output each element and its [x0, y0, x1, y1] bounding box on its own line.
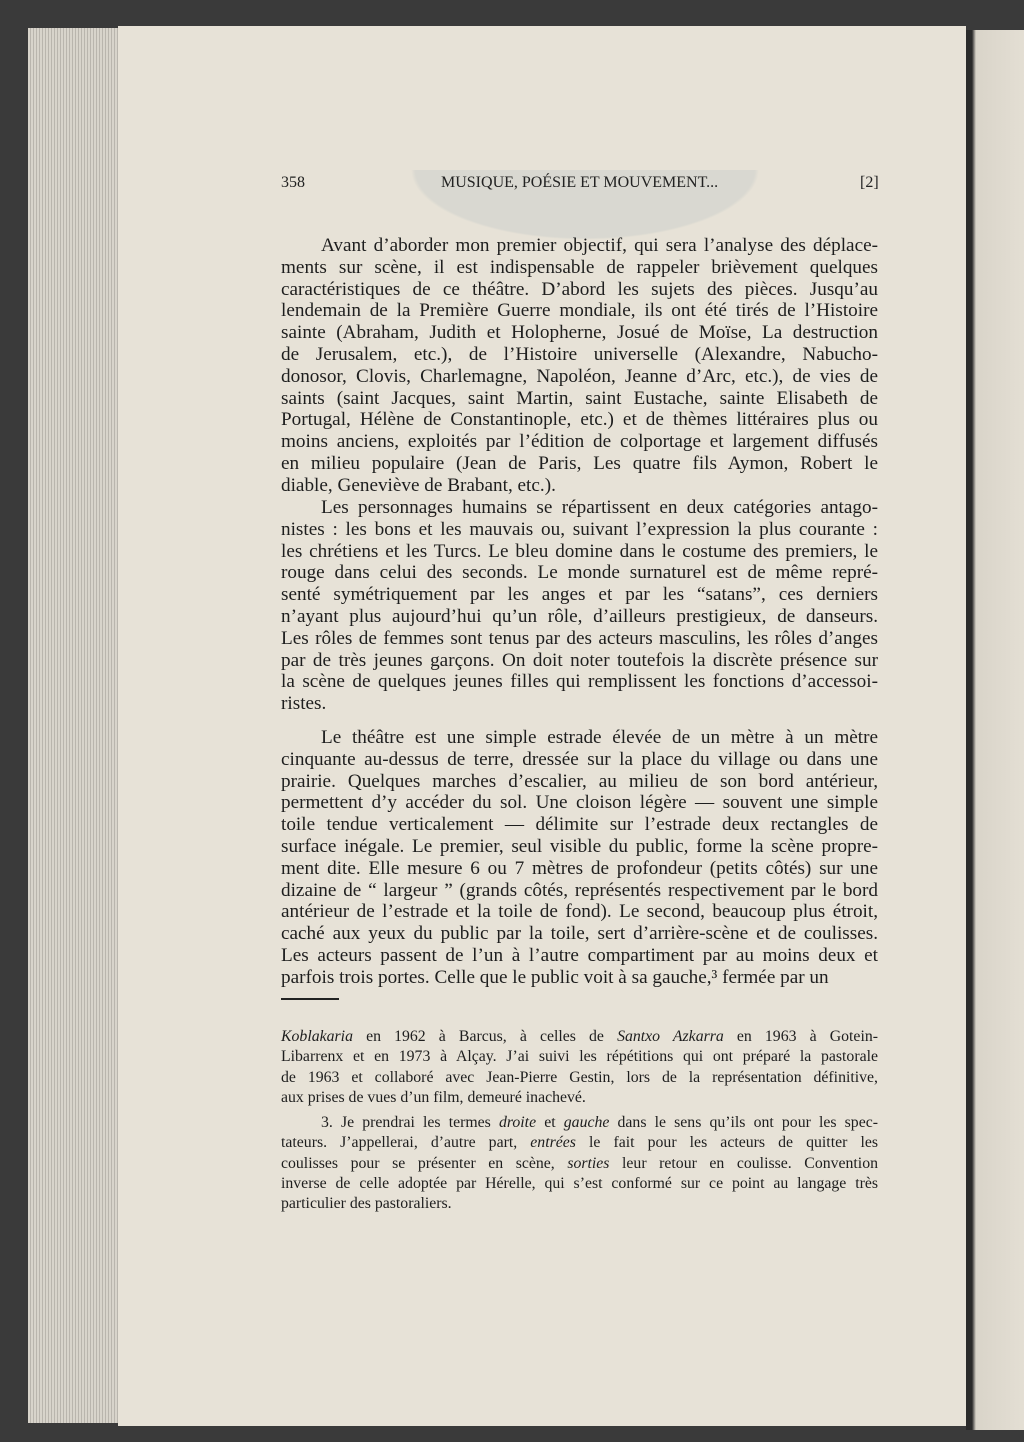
- text-line: toile tendue verticalement — délimite sur l’estrade deux rectangles de: [281, 814, 878, 836]
- text-line: saints (saint Jacques, saint Martin, saint Eustache, sainte Elisabeth de: [281, 387, 878, 409]
- text-line: la scène de quelques jeunes filles qui remplissent les fonctions d’accessoi-: [281, 671, 878, 693]
- text-line: Les acteurs passent de l’un à l’autre compartiment par au moins deux et: [281, 944, 878, 966]
- page-edges: [28, 28, 128, 1423]
- footnote-line: [281, 1174, 878, 1194]
- text-line: dizaine de “ largeur ” (grands côtés, représentés respectivement par le bord: [281, 879, 878, 901]
- text: inverse de celle adoptée par Hérelle, qui s’est conformé sur ce point au langage très: [281, 1174, 878, 1192]
- text-line: rouge dans celui des seconds. Le monde surnaturel est de même repré-: [281, 562, 878, 584]
- text-line: diable, Geneviève de Brabant, etc.).: [281, 474, 556, 496]
- text: particulier des pastoraliers.: [281, 1195, 452, 1213]
- footnote-line: [281, 1047, 878, 1067]
- text-line: Portugal, Hélène de Constantinople, etc.) et de thèmes littéraires plus ou: [281, 409, 878, 431]
- italic-text: entrées: [530, 1134, 576, 1152]
- footnote-line: [281, 1133, 878, 1153]
- text: le fait pour les acteurs de quitter les: [575, 1134, 878, 1152]
- text: en 1963 à Gotein-: [723, 1028, 878, 1045]
- footnote-line: [281, 1154, 878, 1174]
- text-line: par de très jeunes garçons. On doit noter toutefois la discrète présence sur: [281, 649, 878, 671]
- text-line: donosor, Clovis, Charlemagne, Napoléon, Jeanne d’Arc, etc.), de vies de: [281, 365, 878, 387]
- text: et: [536, 1114, 564, 1131]
- italic-text: Santxo Azkarra: [617, 1028, 724, 1045]
- text-line: Le théâtre est une simple estrade élevée de un mètre à un mètre: [321, 727, 878, 748]
- footnote-line: [281, 1194, 878, 1214]
- italic-text: sorties: [567, 1154, 610, 1172]
- text-line: Avant d’aborder mon premier objectif, qui sera l’analyse des déplace-: [321, 235, 878, 256]
- text-line: n’ayant plus aujourd’hui qu’un rôle, d’ailleurs prestigieux, de danseurs.: [281, 605, 878, 627]
- text-line: parfois trois portes. Celle que le public voit à sa gauche,³ fermée par un: [281, 966, 829, 988]
- text-line: antérieur de l’estrade et la toile de fond). Le second, beaucoup plus étroit,: [281, 901, 878, 923]
- italic-text: Koblakaria: [281, 1028, 353, 1045]
- text: en 1962 à Barcus, à celles de: [352, 1028, 618, 1045]
- running-title: MUSIQUE, POÉSIE ET MOUVEMENT...: [441, 174, 719, 191]
- facing-page-edge: [966, 30, 1024, 1430]
- text: tateurs. J’appellerai, d’autre part,: [281, 1134, 531, 1152]
- paragraph: [281, 497, 878, 715]
- text-line: moins anciens, exploités par l’édition de colportage et largement diffusés: [281, 431, 878, 453]
- text-line: caractéristiques de ce théâtre. D’abord les sujets des pièces. Jusqu’au: [281, 278, 878, 300]
- text-line: en milieu populaire (Jean de Paris, Les quatre fils Aymon, Robert le: [281, 452, 878, 474]
- footnote-rule: [281, 998, 339, 1000]
- page-number: 358: [281, 174, 305, 191]
- text-line: les chrétiens et les Turcs. Le bleu domine dans le costume des premiers, le: [281, 540, 878, 562]
- footnote-line: [281, 1088, 878, 1108]
- text: 3. Je prendrai les termes: [321, 1114, 499, 1131]
- text-line: permettent d’y accéder du sol. Une cloison légère — souvent une simple: [281, 792, 878, 814]
- text-line: prairie. Quelques marches d’escalier, au milieu de son bord antérieur,: [281, 770, 878, 792]
- text-line: ments sur scène, il est indispensable de rappeler brièvement quelques: [281, 256, 878, 278]
- paragraph: [281, 727, 878, 989]
- text: dans le sens qu’ils ont pour les spec-: [609, 1114, 878, 1131]
- paragraph: [281, 235, 878, 497]
- text: aux prises de vues d’un film, demeuré inachevé.: [281, 1088, 586, 1106]
- text-line: lendemain de la Première Guerre mondiale, ils ont été tirés de l’Histoire: [281, 300, 878, 322]
- footnote-line: [281, 1068, 878, 1088]
- footnote-line: [281, 1027, 878, 1047]
- text-line: de Jerusalem, etc.), de l’Histoire universelle (Alexandre, Nabucho-: [281, 343, 878, 365]
- italic-text: droite: [498, 1114, 537, 1131]
- text-line: cinquante au-dessus de terre, dressée sur la place du village ou dans une: [281, 748, 878, 770]
- text-line: Les rôles de femmes sont tenus par des acteurs masculins, les rôles d’anges: [281, 627, 878, 649]
- text: leur retour en coulisse. Convention: [609, 1154, 878, 1172]
- text-line: surface inégale. Le premier, seul visible du public, forme la scène propre-: [281, 835, 878, 857]
- text: de 1963 et collaboré avec Jean-Pierre Gestin, lors de la représentation définitive,: [281, 1068, 878, 1086]
- text-line: nistes : les bons et les mauvais ou, suivant l’expression la plus courante :: [281, 518, 878, 540]
- text-line: Les personnages humains se répartissent en deux catégories antago-: [321, 497, 878, 518]
- text: Libarrenx et en 1973 à Alçay. J’ai suivi les répétitions qui ont préparé la pastorale: [281, 1048, 878, 1066]
- text-line: sainte (Abraham, Judith et Holopherne, Josué de Moïse, La destruction: [281, 322, 878, 344]
- footnote: [281, 1113, 878, 1214]
- text-line: senté symétriquement par les anges et par les “satans”, ces derniers: [281, 584, 878, 606]
- italic-text: gauche: [563, 1114, 610, 1131]
- text-line: ment dite. Elle mesure 6 ou 7 mètres de profondeur (petits côtés) sur une: [281, 857, 878, 879]
- text-line: caché aux yeux du public par la toile, sert d’arrière-scène et de coulisses.: [281, 923, 878, 945]
- text: coulisses pour se présenter en scène,: [281, 1154, 568, 1172]
- footnote: [281, 1027, 878, 1108]
- section-marker: [2]: [860, 174, 879, 191]
- footnote-line: [281, 1113, 878, 1133]
- text-line: ristes.: [281, 693, 327, 715]
